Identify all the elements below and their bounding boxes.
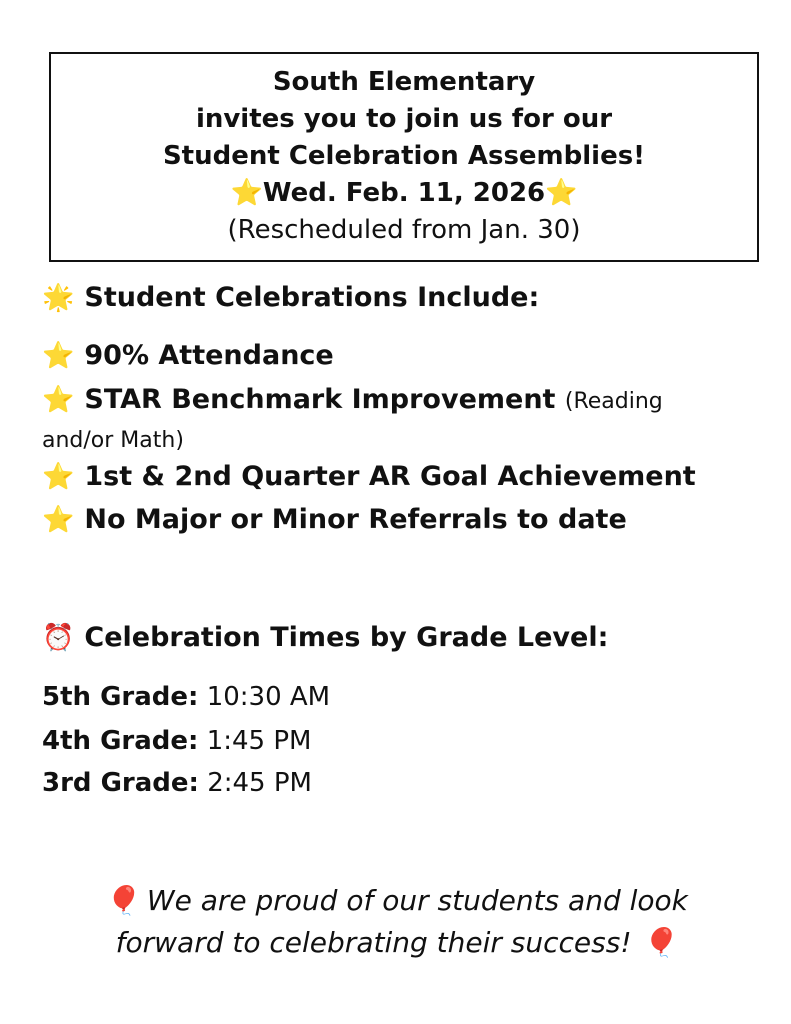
closing-line: forward to celebrating their success! xyxy=(115,926,632,959)
grade-label: 4th Grade: xyxy=(42,726,199,756)
time-value: 2:45 PM xyxy=(207,768,312,798)
star-icon: ⭐ xyxy=(42,462,75,492)
star-icon: ⭐ xyxy=(230,178,263,208)
closing-line: We are proud of our students and look xyxy=(146,884,688,917)
time-value: 10:30 AM xyxy=(206,682,331,712)
heading-text: Celebration Times by Grade Level: xyxy=(84,622,609,653)
grade-time xyxy=(42,768,312,798)
event-date: Wed. Feb. 11, 2026 xyxy=(262,178,546,208)
star-icon: ⭐ xyxy=(42,385,75,415)
item-label: 90% Attendance xyxy=(84,340,334,371)
event-title: Student Celebration Assemblies! xyxy=(162,141,646,171)
glowing-star-icon: 🌟 xyxy=(42,283,75,313)
invite-line: invites you to join us for our xyxy=(195,104,613,134)
celebrations-heading xyxy=(42,282,539,313)
balloon-icon: 🎈 xyxy=(640,926,676,959)
grade-time xyxy=(42,726,311,756)
item-label: STAR Benchmark Improvement xyxy=(84,384,556,415)
reschedule-note: (Rescheduled from Jan. 30) xyxy=(227,215,581,245)
times-heading xyxy=(42,622,608,653)
school-name: South Elementary xyxy=(272,67,536,97)
star-icon: ⭐ xyxy=(545,178,578,208)
list-item xyxy=(42,384,663,415)
list-item xyxy=(42,461,696,492)
time-value: 1:45 PM xyxy=(206,726,312,756)
heading-text: Student Celebrations Include: xyxy=(84,282,540,313)
item-wrap: and/or Math) xyxy=(42,428,184,453)
grade-label: 3rd Grade: xyxy=(42,768,199,798)
item-label: No Major or Minor Referrals to date xyxy=(84,504,627,535)
star-icon: ⭐ xyxy=(42,341,75,371)
list-item xyxy=(42,504,627,535)
alarm-clock-icon: ⏰ xyxy=(42,623,75,653)
balloon-icon: 🎈 xyxy=(103,884,138,917)
item-extra: (Reading xyxy=(564,389,663,414)
grade-label: 5th Grade: xyxy=(42,682,199,712)
header-box xyxy=(49,52,759,262)
item-label: 1st & 2nd Quarter AR Goal Achievement xyxy=(84,461,696,492)
closing-message xyxy=(0,880,791,964)
list-item xyxy=(42,340,334,371)
grade-time xyxy=(42,682,330,712)
star-icon: ⭐ xyxy=(42,505,75,535)
